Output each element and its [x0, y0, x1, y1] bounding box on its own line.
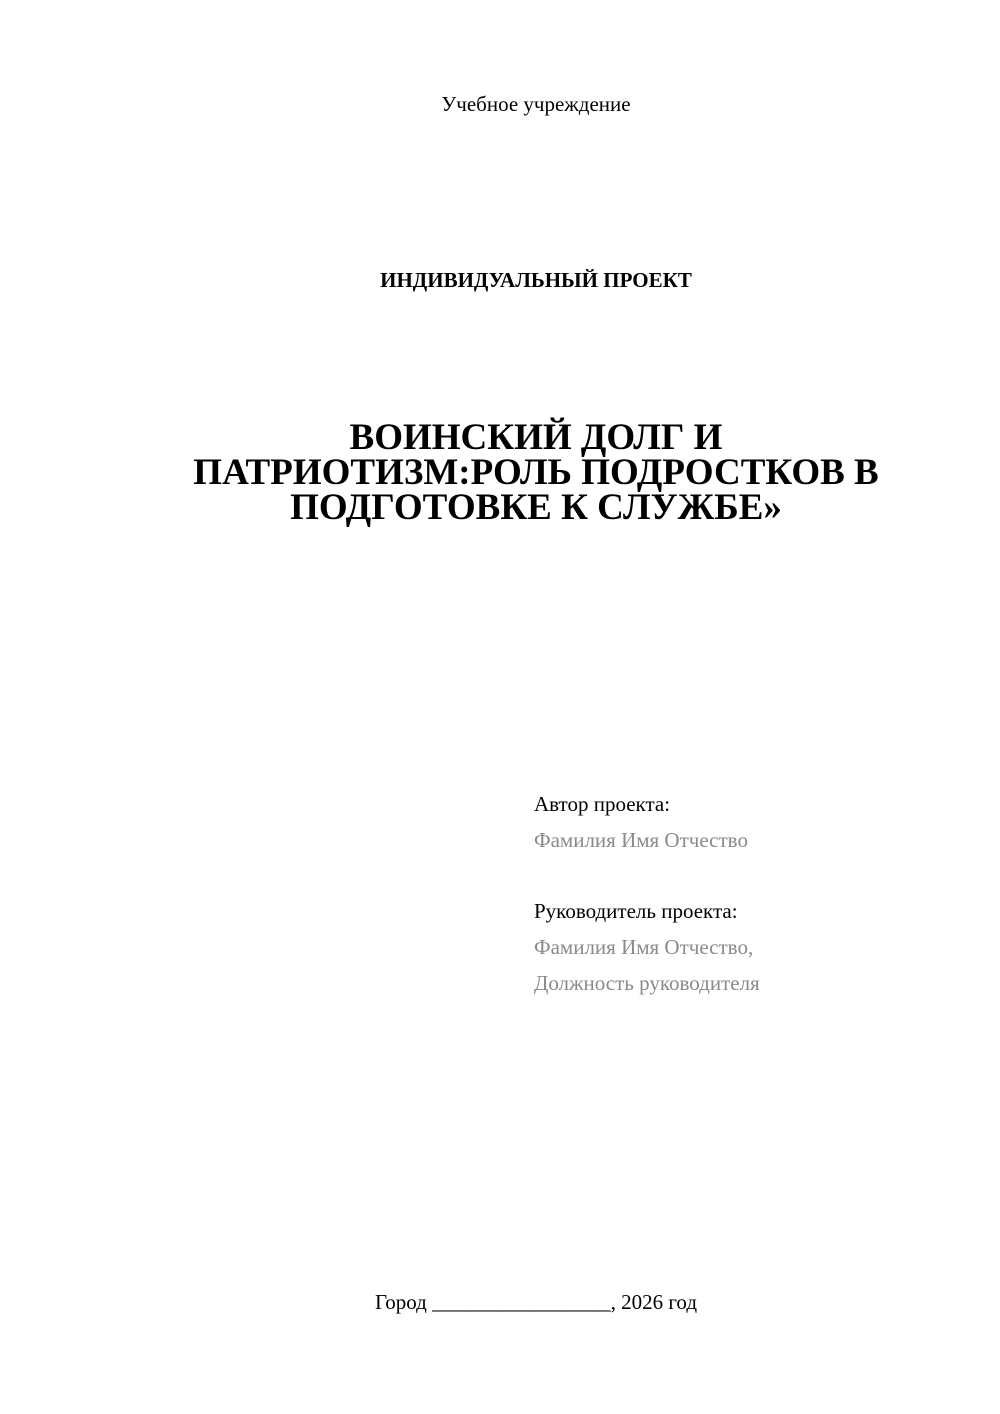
title-line-3: ПОДГОТОВКЕ К СЛУЖБЕ» — [290, 487, 782, 528]
footer-city-blank: _________________ — [432, 1290, 611, 1314]
author-label: Автор проекта: — [534, 792, 671, 816]
author-name: Фамилия Имя Отчество — [534, 828, 748, 852]
title-line-2: ПАТРИОТИЗМ:РОЛЬ ПОДРОСТКОВ В — [193, 452, 879, 493]
author-block — [534, 786, 748, 858]
supervisor-label: Руководитель проекта: — [534, 899, 738, 923]
supervisor-position: Должность руководителя — [534, 971, 760, 995]
supervisor-block — [534, 893, 760, 1001]
institution-name: Учебное учреждение — [441, 92, 631, 116]
document-type: ИНДИВИДУАЛЬНЫЙ ПРОЕКТ — [380, 268, 692, 292]
document-title — [150, 417, 922, 528]
supervisor-name: Фамилия Имя Отчество, — [534, 935, 754, 959]
footer-city: Город — [374, 1290, 427, 1314]
footer-city-year — [0, 1290, 1000, 1315]
footer-year: , 2026 год — [610, 1290, 698, 1314]
title-line-1: ВОИНСКИЙ ДОЛГ И — [349, 417, 723, 458]
